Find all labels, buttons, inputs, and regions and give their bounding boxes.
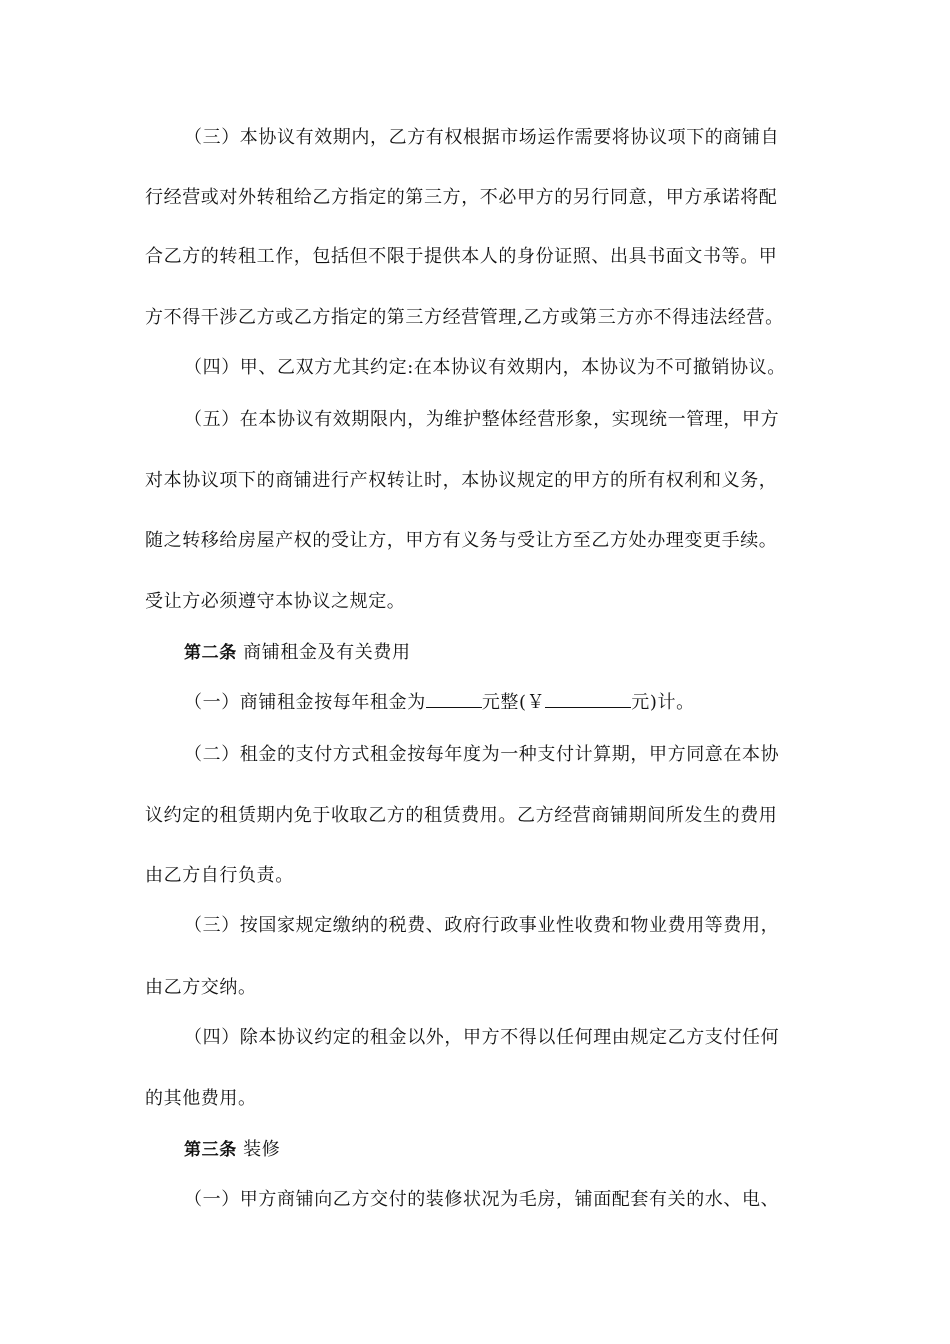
paragraph-line: 受让方必须遵守本协议之规定。 bbox=[145, 591, 406, 612]
paragraph-line: （三）按国家规定缴纳的税费、政府行政事业性收费和物业费用等费用， bbox=[184, 915, 780, 936]
article-heading bbox=[184, 1138, 805, 1162]
rent-suffix: 元)计。 bbox=[631, 692, 695, 713]
article-title: 装修 bbox=[243, 1139, 281, 1160]
paragraph-line: 合乙方的转租工作，包括但不限于提供本人的身份证照、出具书面文书等。甲 bbox=[145, 246, 778, 267]
paragraph-line: （五）在本协议有效期限内，为维护整体经营形象，实现统一管理，甲方 bbox=[184, 409, 780, 430]
rent-middle: 元整(￥ bbox=[481, 692, 546, 713]
rent-clause bbox=[184, 691, 805, 715]
article-heading bbox=[184, 641, 805, 665]
article-number: 第二条 bbox=[184, 643, 237, 663]
rent-yuan-blank bbox=[545, 691, 631, 708]
paragraph-line: （四）除本协议约定的租金以外，甲方不得以任何理由规定乙方支付任何 bbox=[184, 1027, 780, 1048]
paragraph-line: 方不得干涉乙方或乙方指定的第三方经营管理,乙方或第三方亦不得违法经营。 bbox=[145, 307, 784, 328]
paragraph-line: 随之转移给房屋产权的受让方，甲方有义务与受让方至乙方处办理变更手续。 bbox=[145, 530, 778, 551]
paragraph-line: 行经营或对外转租给乙方指定的第三方，不必甲方的另行同意，甲方承诺将配 bbox=[145, 187, 778, 208]
paragraph-line: 对本协议项下的商铺进行产权转让时，本协议规定的甲方的所有权利和义务， bbox=[145, 470, 778, 491]
article-number: 第三条 bbox=[184, 1140, 237, 1160]
paragraph-line: 的其他费用。 bbox=[145, 1088, 257, 1109]
paragraph-line: （四）甲、乙双方尤其约定:在本协议有效期内，本协议为不可撤销协议。 bbox=[184, 357, 786, 378]
paragraph-line: 由乙方自行负责。 bbox=[145, 865, 294, 886]
article-title: 商铺租金及有关费用 bbox=[243, 642, 411, 663]
paragraph-line: （三）本协议有效期内，乙方有权根据市场运作需要将协议项下的商铺自 bbox=[184, 127, 780, 148]
paragraph-line: （一）甲方商铺向乙方交付的装修状况为毛房，铺面配套有关的水、电、 bbox=[184, 1189, 780, 1210]
paragraph-line: （二）租金的支付方式租金按每年度为一种支付计算期，甲方同意在本协 bbox=[184, 744, 780, 765]
rent-prefix: （一）商铺租金按每年租金为 bbox=[184, 692, 426, 713]
paragraph-line: 议约定的租赁期内免于收取乙方的租赁费用。乙方经营商铺期间所发生的费用 bbox=[145, 805, 778, 826]
rent-amount-blank bbox=[426, 691, 482, 708]
paragraph-line: 由乙方交纳。 bbox=[145, 977, 257, 998]
